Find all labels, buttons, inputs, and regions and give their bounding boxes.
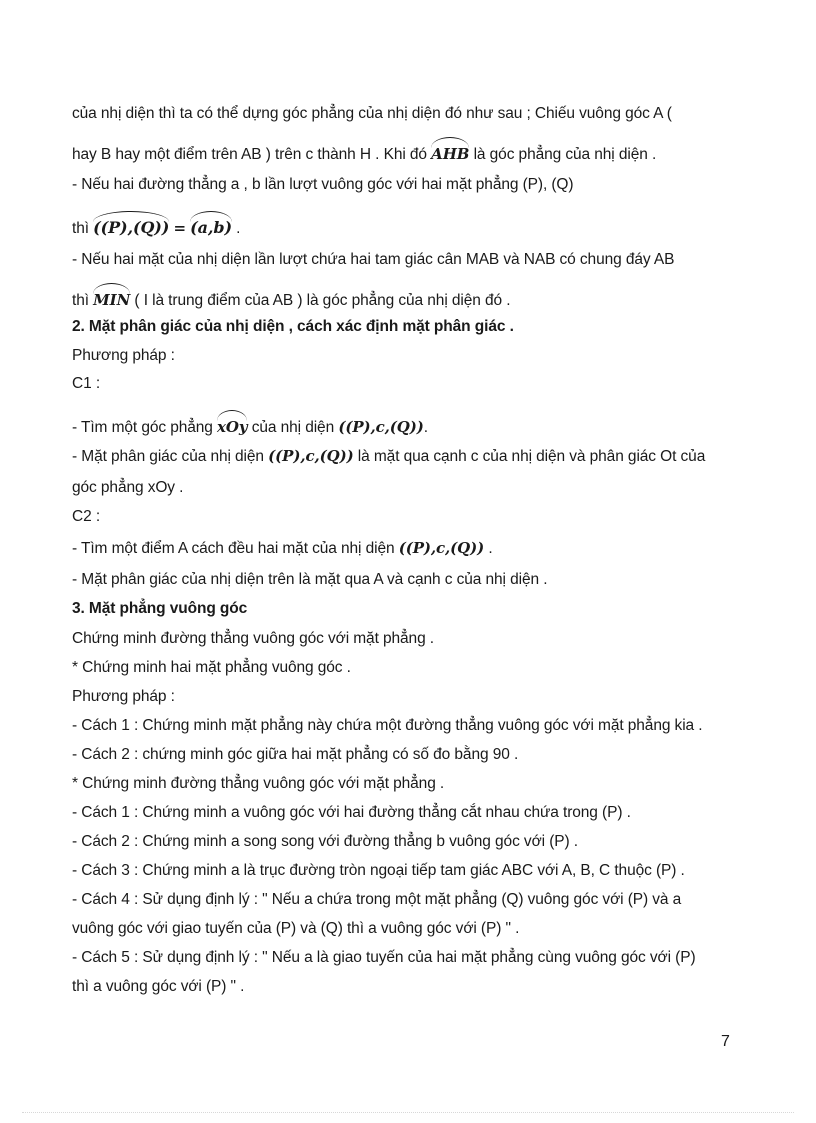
text: 2. Mặt phân giác của nhị diện , cách xác định mặt phân giác . [72,318,514,335]
text: vuông góc với giao tuyến của (P) và (Q) thì a vuông góc với (P) " . [72,920,520,937]
text-line [72,283,510,311]
text: - Mặt phân giác của nhị diện trên là mặt qua A và cạnh c của nhị diện . [72,571,548,588]
text: - Nếu hai mặt của nhị diện lần lượt chứa hai tam giác cân MAB và NAB có chung đáy AB [72,251,675,268]
text-line [72,919,519,939]
formula: ((P),c,(Q)) [398,539,485,557]
text: của nhị diện [251,419,335,436]
text: - Mặt phân giác của nhị diện [72,448,264,465]
text-line [72,410,428,438]
text-line [72,175,573,195]
text: là góc phẳng của nhị diện . [473,146,657,163]
text-line [72,716,703,736]
text: Phương pháp : [72,688,175,705]
text: C1 : [72,375,101,392]
text-line [72,104,672,124]
text-line [72,687,175,707]
text-line [72,478,183,498]
formula-part: a,b [197,218,225,237]
text: - Nếu hai đường thẳng a , b lần lượt vuông góc với hai mặt phẳng (P), (Q) [72,176,574,193]
text-line [72,570,547,590]
text: . [423,419,428,436]
text-line [72,803,631,823]
footer-divider [22,1112,794,1113]
formula-part: (P),(Q) [100,218,162,237]
text: * Chứng minh hai mặt phẳng vuông góc . [72,659,351,676]
text: góc phẳng xOy . [72,479,184,496]
formula-part: = [173,219,186,237]
text: thì a vuông góc với (P) " . [72,978,245,995]
text: 3. Mặt phẳng vuông góc [72,600,248,617]
text: là mặt qua cạnh c của nhị diện và phân giác Ot của [357,448,706,465]
section-heading [72,599,247,619]
text: - Tìm một góc phẳng [72,419,213,436]
text-line [72,250,674,270]
text-line [72,890,681,910]
text: . [236,220,241,237]
text: Phương pháp : [72,347,175,364]
text-line [72,137,656,165]
angle-formula: AHB [431,137,469,164]
text-line [72,507,100,527]
text: của nhị diện thì ta có thể dựng góc phẳng của nhị diện đó như sau ; Chiếu vuông góc A ( [72,105,672,122]
formula: ((P),c,(Q)) [268,447,354,465]
section-heading [72,317,514,337]
text-line [72,658,351,678]
text-line [72,346,175,366]
text: - Tìm một điểm A cách đều hai mặt của nhị diện [72,540,395,557]
text: - Cách 2 : chứng minh góc giữa hai mặt phẳng có số đo bằng 90 . [72,746,519,763]
text: - Cách 3 : Chứng minh a là trục đường tròn ngoại tiếp tam giác ABC với A, B, C thuộc (P) . [72,862,685,879]
text: - Cách 1 : Chứng minh mặt phẳng này chứa một đường thẳng vuông góc với mặt phẳng kia . [72,717,703,734]
text-line [72,211,240,239]
text: ( I là trung điểm của AB ) là góc phẳng của nhị diện đó . [134,292,511,309]
text: - Cách 2 : Chứng minh a song song với đường thẳng b vuông góc với (P) . [72,833,578,850]
formula: ((P),c,(Q)) [338,418,424,436]
text-line [72,861,685,881]
text-line [72,745,518,765]
text: . [488,540,493,557]
text: * Chứng minh đường thẳng vuông góc với mặt phẳng . [72,775,445,792]
angle-formula: ((P),(Q)) [93,211,169,238]
angle-formula: MIN [93,283,130,310]
text: - Cách 5 : Sử dụng định lý : " Nếu a là giao tuyến của hai mặt phẳng cùng vuông góc với (P) [72,949,696,966]
text: C2 : [72,508,101,525]
text-line [72,538,493,559]
text-line [72,446,705,467]
text-line [72,629,434,649]
text-line [72,832,578,852]
text: hay B hay một điểm trên AB ) trên c thành H . Khi đó [72,146,427,163]
text-line [72,374,100,394]
angle-formula: (a,b) [190,211,232,238]
text: thì [72,292,89,309]
page-number: 7 [721,1033,730,1050]
text: Chứng minh đường thẳng vuông góc với mặt phẳng . [72,630,435,647]
text-line [72,774,444,794]
text-line [72,977,244,997]
text-line [72,948,696,968]
text: thì [72,220,89,237]
text: - Cách 1 : Chứng minh a vuông góc với hai đường thẳng cắt nhau chứa trong (P) . [72,804,631,821]
angle-formula: xOy [217,410,247,437]
text: - Cách 4 : Sử dụng định lý : " Nếu a chứa trong một mặt phẳng (Q) vuông góc với (P) và a [72,891,682,908]
